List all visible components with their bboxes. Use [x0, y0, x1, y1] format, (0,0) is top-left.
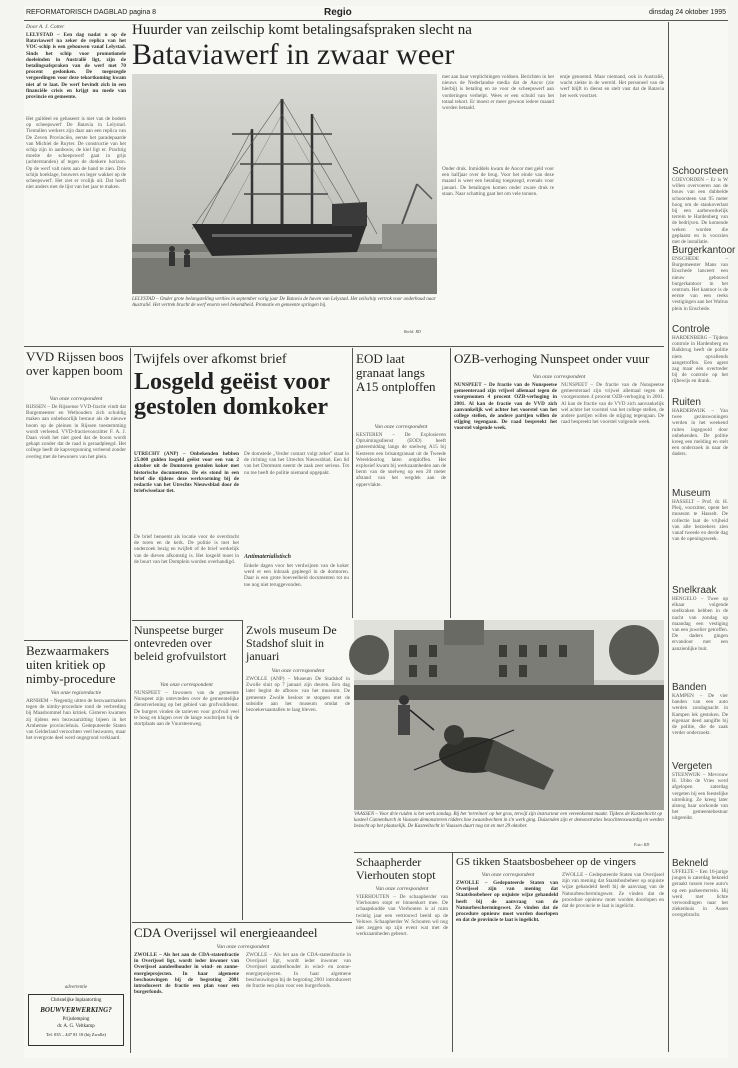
top-story-byline-block [26, 24, 126, 30]
losgeld-subhead: Antimaterialistisch [244, 554, 292, 560]
nunspeet-subline: Van onze correspondent [160, 682, 213, 688]
sidebar-item-title: Museum [672, 488, 711, 499]
cda-text: ZWOLLE – Als het aan de CDA-statenfractie in Overijssel ligt, wordt ieder inwoner van Overijssel aandeelhouder in wind- en zonne-energieprojecten. In haar algemene beschouwingen bij de begroting 2001 introduceert de fractie een plan voor een burgerfonds. [134, 952, 239, 996]
vaassen-caption: VAASSEN – Voor drie ruiden is het werk zondag. Bij het 'terreinen' op het gras, terwijl zijn instructeur een vereenkomst maakt. Tijdens de Kasteeltocht op kasteel Cannenburch in Vaassen demonstreren ridders hoe zwaardvechten in z'n werk ging. Duizenden zijn er demonstraties bezochtenswaardig en werden bezocht op bet plaatselijk. De Kasteeltocht in Vaassen duurt nog tot en met 29 oktober. [354, 812, 664, 829]
top-story-lead: LELYSTAD – Een dag nadat u op de Bataviawerf na zeker de replica van het VOC-schip is een gebouwen vanaf Lelystad. Sinds het schip voor promotionele doeleinden in Australië ligt, zijn de betalingsafspraken van de werf met 70 procent geslonken. De toegezegde vergoedingen voor deze tekortkoming kwam niet af te laat. De werf bevindt zich in een financiële crisis en krijgt nu mede van provincie en gemeente. [26, 32, 126, 101]
sidebar-item-title: Controle [672, 324, 710, 335]
sidebar-item [672, 166, 729, 246]
vaassen-photo [354, 620, 664, 810]
top-story-headline: Bataviawerf in zwaar weer [132, 38, 455, 71]
sidebar-item-text: HASSELT – Prof. dr. H. Pleij, voorzitter, opent het museum te Hasselt. De collectie laat de vrijheid van alle bezoekers zien vanaf tweede en derde dag van de openingsweek. [672, 499, 728, 543]
header-section: Regio [324, 7, 352, 18]
schaapherder-subline: Van onze correspondent [375, 886, 429, 892]
ozb-text-cont: NUNSPEET – De fractie van de Nunspeetse gemeenteraad zijn vrijwel allemaal tegen de voorgenomen 4 procent OZB-verhoging in 2001. Al kan de fractie van de VVD zich aanvankelijk wel achter het voorstel van het college stellen, de andere partijen willen de stijging tegengaan. De raad bespreekt het voorstel volgende week. [561, 382, 664, 426]
gs-text: ZWOLLE – Gedeputeerde Staten van Overijssel zijn van mening dat Staatsbosbeheer op onjuiste wijze gehandeld heeft bij de aanvraag van de Natuurbeschermingswet. Ze vinden dat de procedure opnieuw moet worden doorlopen en dat de provincie te laat is ingelicht. [456, 880, 558, 924]
sidebar-item-title: Schoorsteen [672, 166, 729, 177]
nunspeet-headline: Nunspeetse burger ontevreden over beleid grofvuilstort [134, 623, 227, 663]
ad-org: Christelijke Inplantorting [50, 998, 102, 1003]
sidebar-item-text: KAMPEN – De vier banden van een auto werden zondagnacht in Kampen lek gestoken. De eigenaar deed aangifte bij de politie, die de zaak verder onderzoekt. [672, 693, 728, 737]
schaapherder-headline: Schaapherder Vierhouten stopt [356, 855, 436, 882]
section-rule [354, 852, 664, 853]
gs-headline: GS tikken Staatsbosbeheer op de vingers [456, 856, 636, 868]
eod-subline: Van onze correspondent [374, 424, 428, 430]
top-story-body-left: Het gaildeel en gebaseert is niet van de bodem op scheepswerf De Batavia in Lelystad. Tientallen werkers zijn daar aan een replica van De Zeven Provinciën, eerste het paradepaarde van Michiel de Ruyter. De constructie van het schip zijn in aanbouw, de kiel ligt er. Prachtig moeite de scheepswerf gaat in grijs (achterstanden) af tegen de donkere horizon. Op de werf valt niets aan de hand te zien. Drie schijn hoeklage, bouwers en leger wakker op de scheepswerf. Het ziet er vrolijk uit. Dat hoeft niet anders met de lijst van het jaar te maken. [26, 116, 126, 191]
section-rule [132, 620, 242, 621]
ad-line1: Prijsdemping [62, 1017, 90, 1022]
sidebar-item-text: HARDERWIJK – Van twee gezinswoningen werden in het weekend ruiten ingegooid door onbekenden. De politie kreeg een melding en stelt een onderzoek in naar de daders. [672, 408, 728, 458]
eod-headline: EOD laat granaat langs A15 ontploffen [356, 351, 436, 394]
sidebar-item-text: HARDENBERG – Tijdens controle in Hardenberg en Balkbrug heeft de politie niets opvallends aangetroffen. Een agent zag maar één overtreder bij de controle op het rijbewijs en drank. [672, 335, 728, 385]
sidebar-item-text: UFFELTE – Een 16-jarige jongen is zaterdag bekneld geraakt tussen twee auto's op een parkeerterrein. Hij werd met lichte verwondingen naar het ziekenhuis in Assen overgebracht. [672, 869, 728, 919]
sidebar-item-title: Banden [672, 682, 707, 693]
top-story-body-right: entje genoemd. Maar niemand, ook in Australië, wacht ziekte in de wereld. Het personeel van de werf blijft in dienst en stelt vast dat de Batavia het werk voortzet. [560, 74, 664, 99]
bezwaar-headline: Bezwaarmakers uiten kritiek op nimby-procedure [26, 643, 116, 686]
sidebar-item [672, 858, 728, 941]
zwols-subline: Van onze correspondent [271, 668, 325, 674]
eod-text: KESTEREN – De Explosieven Opruimingsdienst (EOD) heeft gisteremiddag langs de snelweg A15 bij Kesteren een brisantgranaat uit de Tweede Wereldoorlog laten ontploffen. Het explosief kwam bij werkzaamheden aan de berm van de snelweg op een 20 meter afstand van het wegdek aan de oppervlakte. [356, 432, 446, 488]
section-rule [24, 346, 664, 347]
cda-headline: CDA Overijssel wil energieaandeel [134, 925, 318, 940]
header-date: dinsdag 24 oktober 1995 [648, 9, 726, 16]
zwols-text: ZWOLLE (ANP) – Museum De Stadshof in Zwolle sluit op 7 januari zijn deuren. Een dag later begint de afbouw van het museum. De gemeente Zwolle besloot te stoppen met de subsidie aan het museum omdat de bezoekersaantallen te laag bleven. [246, 676, 350, 714]
losgeld-body3: Enkele dagen voor het verdwijnen van de koker werd er een inbraak gepleegd in de domtoren. Daar is een grote hoeveelheid documenten tot nu toe nog niet teruggevonden. [244, 563, 349, 588]
gs-subline: Van onze correspondent [481, 872, 535, 878]
losgeld-body2: De domstede „Verder contact volgt zeker" staat in de richting van het Utrechts Nieuwsblad. Een lid van het Domteam neemt de zaak zeer serieus. Tot nu toe heeft de politie niemand opgepakt. [244, 451, 349, 476]
top-story-body-mid1: met aan haar verplichtingen voldoen. Berichten in het nieuws de Nederlandse media dat de Ancor (zie hierbij) is betaling en ze voor de scheepswerf aan vorderingen verhelpt. Wees er een schuld van het totaal tekort. Er moest er meer gewoon iedere maand worden betaald. [442, 74, 554, 112]
ozb-subline: Van onze correspondent [532, 374, 586, 380]
sidebar-news [672, 166, 736, 941]
ad-label: advertentie [64, 985, 88, 990]
top-story-byline: Door A. J. Cotter [26, 24, 65, 30]
ozb-headline: OZB-verhoging Nunspeet onder vuur [454, 351, 650, 366]
vvd-subline: Van onze correspondent [49, 396, 103, 402]
sidebar-item-text: HENGELO – Twee op elkaar volgende snelkraken hebben in de nacht van zondag op maandag een vestiging van een juwelier getroffen. De daders gingen ervandoor met een aanzienlijke buit. [672, 596, 728, 652]
sidebar-item-title: Burgerkantoor [672, 245, 736, 256]
sidebar-item-text: ENSCHEDE – Burgemeester Mans van Enschede lanceert een nieuw gebouwd burgerkantoor in het centrum. Het kantoor is de eerste van een reeks vestigingen aan het Walrus plein in Enschede. [672, 256, 728, 312]
zwols-headline: Zwols museum De Stadshof sluit in januari [246, 623, 337, 663]
sidebar-item-text: COEVORDEN – Er is W willen overvoeren aan de bouw van een dubbelde schoorsteen van 95 meter hoog om de stankoverlast bij een aarbewerkelijk terrein te Hardenberg van de bedrijven. De komende weken worden die geplaatst en is voorzien met de installatie. [672, 177, 728, 246]
sidebar-item [672, 682, 728, 753]
losgeld-lead: UTRECHT (ANP) – Onbekenden hebben 25.000 gulden losgeld geëist voor een van 2 oktober uit de Domtoren gestolen koker met historische documenten. De eis stond in een brief die tijdens deze werkvorming bij de redactie van het Utrechts Nieuwsblad door de briefwisselaar tiet. [134, 451, 239, 495]
sidebar-item [672, 397, 728, 480]
losgeld-headline: Losgeld geëist voor gestolen domkoker [134, 369, 330, 420]
ozb-text: NUNSPEET – De fractie van de Nunspeetse gemeenteraad zijn vrijwel allemaal tegen de voorgenomen 4 procent OZB-verhoging in 2001. Al kan de fractie van de VVD zich aanvankelijk wel achter het voorstel van het college stellen, de andere partijen willen de stijging tegengaan. De raad bespreekt het voorstel volgende week. [454, 382, 557, 432]
ad-line2: dr. A. G. Veltkamp [57, 1024, 95, 1029]
sidebar-item-title: Bekneld [672, 858, 709, 869]
column-divider [352, 348, 353, 618]
losgeld-kicker: Twijfels over afkomst brief [134, 352, 287, 367]
sidebar-item-text: STEENWIJK – Mevrouw H. Ubbo de Vries werd afgelopen zaterdag vergeten bij een feestelijke uitreiking. Ze kreeg later alsnog haar oorkonde van het gemeentebestuur uitgereikt. [672, 772, 728, 822]
page-header [24, 6, 728, 21]
top-story-kicker: Huurder van zeilschip komt betalingsafspraken slecht na [132, 22, 472, 38]
vvd-headline: VVD Rijssen boos over kappen boom [26, 349, 124, 378]
sidebar-item-title: Snelkraak [672, 585, 717, 596]
nunspeet-text: NUNSPEET – Inwoners van de gemeente Nunspeet zijn ontevreden over de gemeentelijke dienstverlening op het gebied van grofvuildienst. De burgers vinden de tarieven voor grofvuil veel te hoog en klagen over de lange wachtrijen bij de stortplaats aan de Vuursteenweg. [134, 690, 239, 728]
header-paper-name: REFORMATORISCH DAGBLAD pagina 8 [26, 9, 157, 16]
schaapherder-text: VIERHOUTEN – De schaapherder van Vierhouten stopt er binnenkort mee. De schaapskudde van Vierhouten is al ruim twintig jaar een vertrouwd beeld op de Veluwe. Schaapherder W. Schouten wil nog niet zeggen op zijn event wat met de werkzaamheden gebeurt. [356, 894, 448, 938]
sidebar-item [672, 585, 728, 674]
sidebar-item [672, 761, 728, 850]
top-story-caption: LELYSTAD – Onder grote belangstelling vertlies in september vorig jaar De Batavia de haven van Lelystad. Het zeilschip vertrok voor onderhoud naar Australië. Het vertrek bracht de werf enorm veel bekendheid. Promotie en gemeente springen bij. [132, 297, 436, 308]
cda-subline: Van onze correspondent [216, 944, 270, 950]
tall-ship-illustration [132, 74, 437, 294]
vvd-text: RIJSSEN – De Rijssense VVD-fractie vindt dat Burgemeester en Wethouders zich schuldig maken aan onbehoorlijk bestuur als de nieuwe boom op de pleinen in Rijssen toestemming wordt verleend. VVD-fractievoorzitter F. A. J. Daan vindt het niet goed dat de boom wordt gekapt zonder dat de raad is geraadpleegd. Het college heeft de kapvergunning verleend zonder overleg met de bewoners van het plein. [26, 404, 126, 460]
sidebar-item-title: Ruiten [672, 397, 701, 408]
sidebar-item-title: Vergeten [672, 761, 713, 772]
sidebar-divider [668, 22, 669, 1052]
ad-name: BOUWVERWERKING? [40, 1006, 112, 1014]
column-divider [452, 852, 453, 1052]
losgeld-body: De brief benoemt als locatie voor de overdracht de toren en de kerk. De politie is met het onderzoek bezig en twijfelt of de brief werkelijk van de dieven afkomstig is. Het losgeld moet in de buurt van het Domplein worden overhandigd. [134, 534, 239, 565]
sidebar-item [672, 488, 728, 577]
column-divider [450, 348, 451, 618]
cda-text-cont: ZWOLLE – Als het aan de CDA-statenfractie in Overijssel ligt, wordt ieder inwoner van Overijssel aandeelhouder in wind- en zonne-energieprojecten. In haar algemene beschouwingen bij de begroting 2001 introduceert de fractie een plan voor een burgerfonds. [246, 952, 351, 990]
batavia-photo [132, 74, 437, 294]
top-story-body-mid2: Onder druk. Inmiddels kwam de Ancor met geld voor een halfjaar over de brug. Voor het einde van deze maand is weer een betaling toegezegd, evenals voor januari. De betalingen komen onder zware druk te staan. Naar schatting gaat het om vele tonnen. [442, 166, 554, 197]
vaassen-photo-credit: Foto: RD [634, 842, 650, 847]
newspaper-page [24, 6, 736, 1058]
column-divider [130, 348, 131, 1053]
bezwaar-text: ARNHEM – Negentig uitten de bezwaarmakers tegen de nimby-procedure rond de verbreding bij Maasbommel hun kritiek. Gisteren kwamen zij tijdens een bezwaarzitting bijeen in het Arnhemse provinciehuis. Gedeputeerde Staten van Gelderland verzochten veel bezwaren, maar het overgrote deel werd ongegrond verklaard. [26, 698, 126, 742]
top-story-photo-credit: Beeld: RD [404, 329, 421, 334]
sidebar-item [672, 245, 736, 316]
section-rule [132, 922, 352, 923]
ad-line3: Tel. 035 – 447 81 10 (bij Zwolle) [46, 1032, 106, 1037]
castle-knights-illustration [354, 620, 664, 810]
bezwaar-subline: Van onze regioredactie [50, 690, 102, 696]
gs-text-cont: ZWOLLE – Gedeputeerde Staten van Overijssel zijn van mening dat Staatsbosbeheer op onjuiste wijze gehandeld heeft bij de aanvraag van de Natuurbeschermingswet. Ze vinden dat de procedure opnieuw moet worden doorlopen en dat de provincie te laat is ingelicht. [562, 872, 664, 910]
sidebar-item [672, 324, 728, 389]
column-divider [242, 620, 243, 920]
section-rule [24, 640, 128, 641]
advertisement-box [28, 985, 124, 1046]
